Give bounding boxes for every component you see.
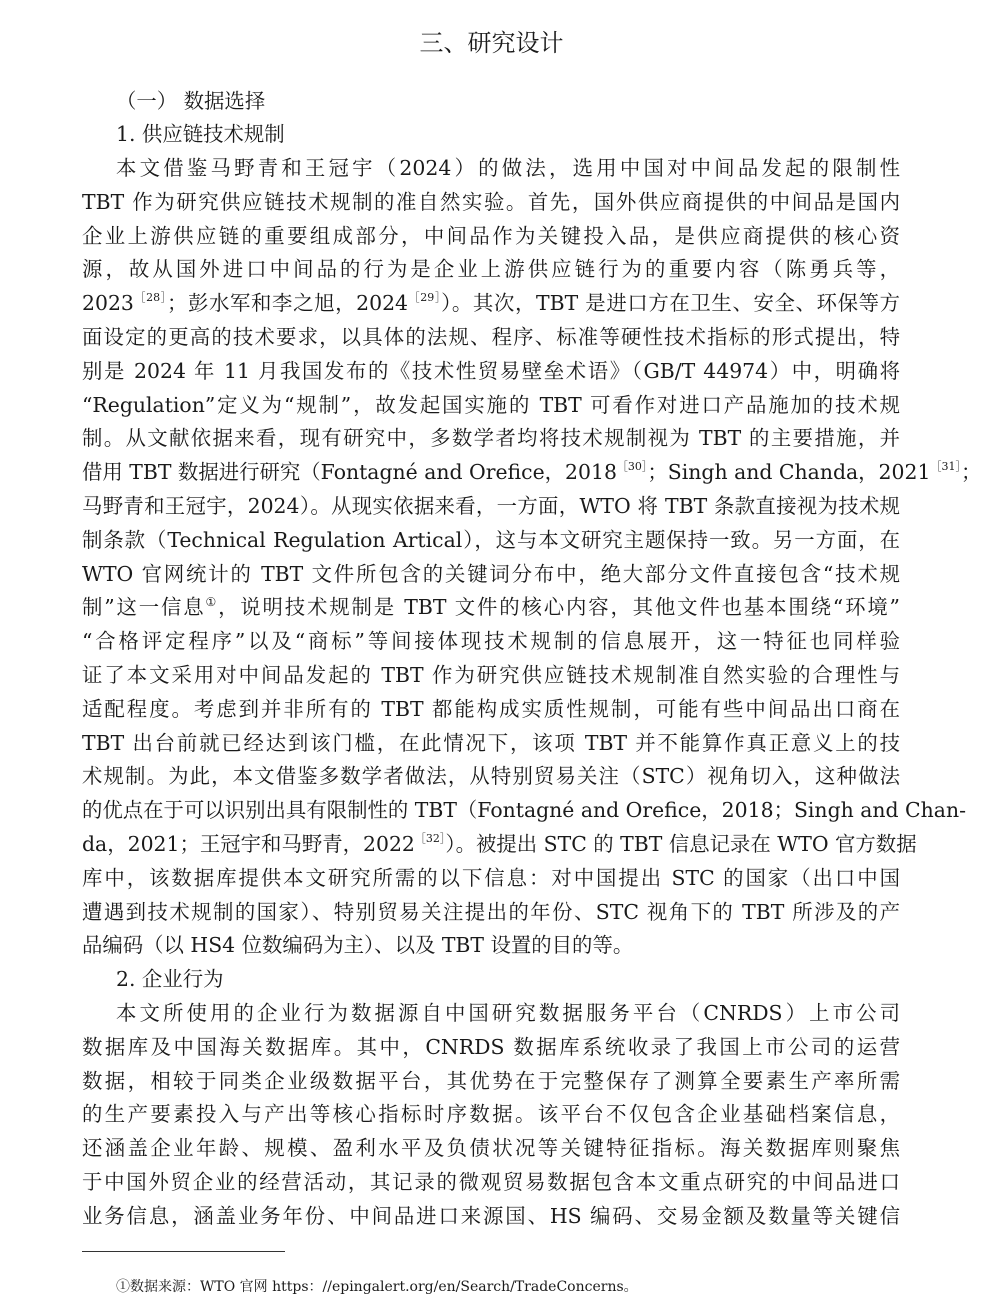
text-run: 的生产要素投入与产出等核心指标时序数据。该平台不仅包含企业基础档案信息， <box>82 1102 900 1127</box>
text-line <box>116 996 900 1030</box>
text-run: WTO 官网统计的 TBT 文件所包含的关键词分布中，绝大部分文件直接包含“技术规 <box>82 561 900 586</box>
text-run: 本文借鉴马野青和王冠宇（2024）的做法，选用中国对中间品发起的限制性 <box>116 156 900 180</box>
citation-ref: ［31］ <box>930 460 961 474</box>
text-line <box>82 1199 900 1233</box>
text-line <box>82 421 900 455</box>
text-line <box>82 388 900 422</box>
text-run: 2023 <box>82 291 134 316</box>
text-line <box>82 320 900 354</box>
section-title: 三、研究设计 <box>419 29 564 57</box>
text-line <box>116 151 900 185</box>
citation-ref: ［29］ <box>408 291 442 305</box>
text-run: 品编码（以 HS4 位数编码为主）、以及 TBT 设置的目的等。 <box>82 933 634 958</box>
text-run: ）。其次，TBT 是进口方在卫生、安全、环保等方 <box>441 291 900 316</box>
text-run: ，说明技术规制是 TBT 文件的核心内容，其他文件也基本围绕“环境” <box>218 595 900 620</box>
text-run: 的优点在于可以识别出具有限制性的 TBT（Fontagné and Orefice，2018；Singh and Chan- <box>82 798 966 823</box>
text-line <box>82 624 900 658</box>
text-line <box>82 928 900 962</box>
text-run: 遭遇到技术规制的国家）、特别贸易关注提出的年份、STC 视角下的 TBT 所涉及的产 <box>82 899 900 924</box>
text-run: ；Singh and Chanda，2021 <box>647 460 931 485</box>
text-line <box>82 1097 900 1131</box>
text-run: 制”这一信息 <box>82 595 206 620</box>
text-run: 业务信息，涵盖业务年份、中间品进口来源国、HS 编码、交易金额及数量等关键信 <box>82 1203 900 1228</box>
text-run: 面设定的更高的技术要求，以具体的法规、程序、标准等硬性技术指标的形式提出，特 <box>82 325 900 349</box>
text-line <box>82 827 917 861</box>
citation-ref: ［32］ <box>414 832 446 845</box>
text-run: 别是 2024 年 11 月我国发布的《技术性贸易壁垒术语》（GB/T 44974）中，明确将 <box>82 358 900 383</box>
text-line <box>82 557 900 591</box>
text-line <box>82 793 966 827</box>
text-run: 于中国外贸企业的经营活动，其记录的微观贸易数据包含本文重点研究的中间品进口 <box>82 1170 900 1194</box>
text-line <box>82 658 900 692</box>
text-run: 企业上游供应链的重要组成部分，中间品作为关键投入品，是供应商提供的核心资 <box>82 223 900 248</box>
text-line <box>82 286 900 320</box>
heading-supply-chain-regulation: 1. 供应链技术规制 <box>116 122 285 146</box>
text-line <box>82 726 900 760</box>
text-line <box>82 252 900 286</box>
text-line <box>82 1131 900 1165</box>
subsection-heading: （一） 数据选择 <box>116 89 266 113</box>
text-run: ； <box>960 460 982 485</box>
text-line <box>82 1165 900 1199</box>
text-line <box>82 1064 900 1098</box>
text-run: 制条款（Technical Regulation Artical），这与本文研究主题保持一致。另一方面，在 <box>82 527 900 552</box>
text-run: TBT 出台前就已经达到该门槛，在此情况下，该项 TBT 并不能算作真正意义上的技 <box>82 730 900 755</box>
text-run: “Regulation”定义为“规制”，故发起国实施的 TBT 可看作对进口产品施加的技术规 <box>82 392 900 417</box>
text-line <box>82 219 900 253</box>
text-run: TBT 作为研究供应链技术规制的准自然实验。首先，国外供应商提供的中间品是国内 <box>82 189 900 214</box>
text-run: ）。被提出 STC 的 TBT 信息记录在 WTO 官方数据 <box>445 832 917 856</box>
text-run: 还涵盖企业年龄、规模、盈利水平及负债状况等关键特征指标。海关数据库则聚焦 <box>82 1136 900 1161</box>
text-run: 借用 TBT 数据进行研究（Fontagné and Orefice，2018 <box>82 460 617 485</box>
heading-firm-behavior: 2. 企业行为 <box>116 967 224 991</box>
text-line <box>82 354 900 388</box>
text-line <box>82 523 900 557</box>
text-line <box>82 185 900 219</box>
footnote-ref: ① <box>205 595 219 610</box>
text-line <box>82 895 900 929</box>
text-line <box>82 1030 900 1064</box>
text-run: 适配程度。考虑到并非所有的 TBT 都能构成实质性规制，可能有些中间品出口商在 <box>82 696 900 721</box>
text-line <box>82 489 900 523</box>
footnote-divider <box>82 1251 285 1252</box>
text-line <box>82 861 900 895</box>
text-run: ；彭水军和李之旭，2024 <box>166 291 409 316</box>
text-run: 源，故从国外进口中间品的行为是企业上游供应链行为的重要内容（陈勇兵等， <box>82 257 900 282</box>
text-run: da，2021；王冠宇和马野青，2022 <box>82 832 415 856</box>
citation-ref: ［28］ <box>133 291 167 305</box>
text-run: 数据，相较于同类企业级数据平台，其优势在于完整保存了测算全要素生产率所需 <box>82 1068 900 1093</box>
text-run: 马野青和王冠宇，2024）。从现实依据来看，一方面，WTO 将 TBT 条款直接视为技术规 <box>82 494 900 518</box>
citation-ref: ［30］ <box>616 460 648 474</box>
text-run: 术规制。为此，本文借鉴多数学者做法，从特别贸易关注（STC）视角切入，这种做法 <box>82 764 900 789</box>
text-run: 数据库及中国海关数据库。其中，CNRDS 数据库系统收录了我国上市公司的运营 <box>82 1034 900 1059</box>
text-line <box>82 455 982 489</box>
text-run: “合格评定程序”以及“商标”等间接体现技术规制的信息展开，这一特征也同样验 <box>82 629 900 654</box>
text-line <box>82 590 900 624</box>
text-line <box>82 759 900 793</box>
text-run: 证了本文采用对中间品发起的 TBT 作为研究供应链技术规制准自然实验的合理性与 <box>82 663 900 687</box>
text-run: 本文所使用的企业行为数据源自中国研究数据服务平台（CNRDS）上市公司 <box>116 1001 900 1025</box>
footnote: ①数据来源：WTO 官网 https：//epingalert.org/en/Search/TradeConcerns。 <box>116 1279 638 1295</box>
text-run: 库中，该数据库提供本文研究所需的以下信息：对中国提出 STC 的国家（出口中国 <box>82 865 900 890</box>
text-run: 制。从文献依据来看，现有研究中，多数学者均将技术规制视为 TBT 的主要措施，并 <box>82 426 900 451</box>
text-line <box>82 692 900 726</box>
